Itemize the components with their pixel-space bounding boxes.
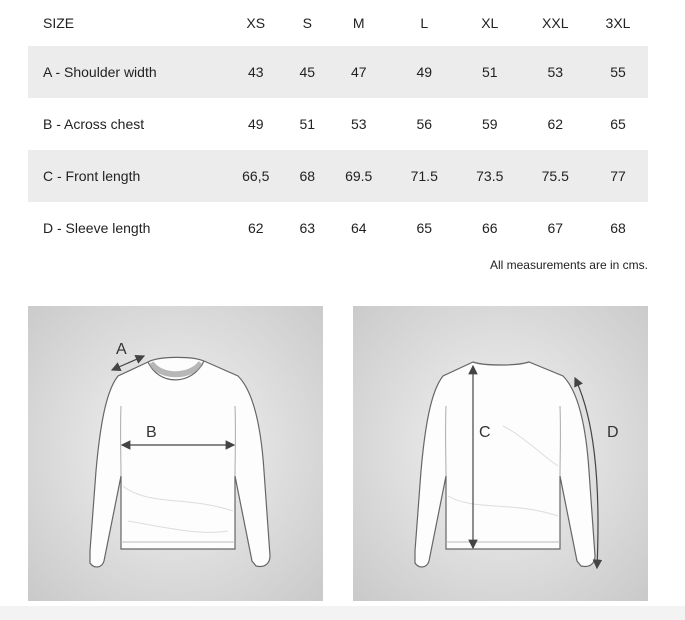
- row-label: A - Shoulder width: [28, 46, 223, 98]
- table-row-shoulder-width: [28, 46, 648, 98]
- row-label: C - Front length: [28, 150, 223, 202]
- sweater-body-front: [90, 357, 270, 567]
- cell-value: 65: [610, 116, 626, 132]
- measurement-note: All measurements are in cms.: [489, 258, 648, 272]
- header-s: S: [302, 15, 312, 31]
- cell-value: 59: [481, 116, 498, 132]
- label-c: C: [479, 424, 491, 441]
- cell-value: 66: [481, 220, 498, 236]
- row-label: D - Sleeve length: [43, 220, 151, 236]
- cell-value: 49: [247, 116, 264, 132]
- front-sweater-illustration: [28, 306, 323, 601]
- cell-value: 63: [299, 220, 316, 236]
- size-chart-table: [28, 0, 648, 254]
- cell-value: 66,5: [223, 150, 289, 202]
- cell-value: 55: [588, 46, 648, 98]
- cell-value: 68: [610, 220, 626, 236]
- label-b: B: [146, 424, 157, 441]
- cell-value: 73.5: [457, 150, 523, 202]
- row-label: B - Across chest: [43, 116, 145, 132]
- header-xxl: XXL: [542, 15, 569, 31]
- table-row-across-chest: [28, 98, 648, 150]
- header-3xl: 3XL: [605, 15, 631, 31]
- cell-value: 53: [350, 116, 367, 132]
- cell-value: 64: [350, 220, 367, 236]
- cell-value: 75.5: [523, 150, 589, 202]
- cell-value: 43: [223, 46, 289, 98]
- label-d: D: [607, 424, 619, 441]
- header-size: SIZE: [43, 15, 75, 31]
- cell-value: 65: [416, 220, 433, 236]
- cell-value: 51: [299, 116, 316, 132]
- bottom-divider: [0, 606, 685, 620]
- header-xs: XS: [246, 15, 266, 31]
- sweater-body-back: [415, 362, 595, 567]
- cell-value: 56: [416, 116, 433, 132]
- table-row-sleeve-length: [28, 202, 648, 254]
- front-view-diagram: [28, 306, 323, 601]
- table-row-front-length: [28, 150, 648, 202]
- cell-value: 51: [457, 46, 523, 98]
- cell-value: 62: [547, 116, 564, 132]
- cell-value: 67: [547, 220, 564, 236]
- header-xl: XL: [481, 15, 499, 31]
- cell-value: 62: [247, 220, 264, 236]
- label-a: A: [116, 341, 127, 358]
- cell-value: 71.5: [391, 150, 457, 202]
- back-view-diagram: [353, 306, 648, 601]
- header-l: L: [420, 15, 429, 31]
- back-sweater-illustration: [353, 306, 648, 601]
- cell-value: 49: [391, 46, 457, 98]
- cell-value: 68: [289, 150, 326, 202]
- cell-value: 47: [326, 46, 392, 98]
- cell-value: 45: [289, 46, 326, 98]
- cell-value: 77: [588, 150, 648, 202]
- cell-value: 53: [523, 46, 589, 98]
- cell-value: 69.5: [326, 150, 392, 202]
- table-header-row: [28, 0, 648, 46]
- header-m: M: [352, 15, 365, 31]
